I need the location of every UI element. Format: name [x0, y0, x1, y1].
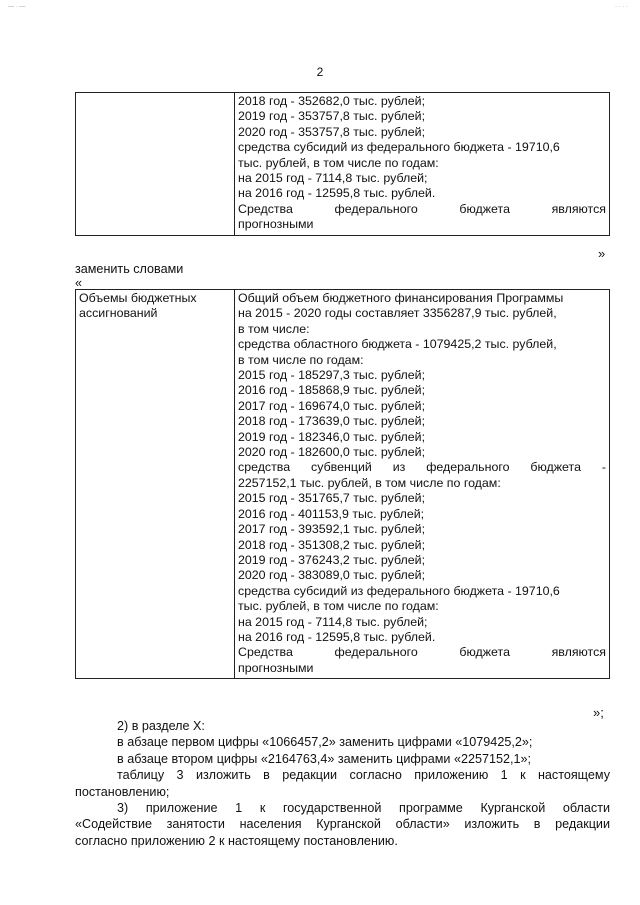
- budget-table-old: [75, 92, 610, 236]
- paragraph: «Содействие занятости населения Курганской области» изложить в редакции: [75, 817, 610, 832]
- table-line: 2018 год - 173639,0 тыс. рублей;: [238, 414, 426, 429]
- table-line: 2019 год - 182346,0 тыс. рублей;: [238, 429, 426, 444]
- paragraph: таблицу 3 изложить в редакции согласно приложению 1 к настоящему: [117, 768, 610, 783]
- table-line: на 2015 - 2020 годы составляет 3356287,9 тыс. рублей,: [238, 306, 557, 321]
- table-line: в том числе:: [238, 321, 310, 336]
- table-line: в том числе по годам:: [238, 352, 364, 367]
- closing-quote: »: [598, 246, 606, 261]
- table-line: 2020 год - 353757,8 тыс. рублей;: [238, 124, 426, 139]
- table-line: средства субсидий из федерального бюджета - 19710,6: [238, 140, 560, 155]
- table-line: 2257152,1 тыс. рублей, в том числе по годам:: [238, 475, 501, 490]
- table-line: 2016 год - 185868,9 тыс. рублей;: [238, 383, 426, 398]
- table-row: [76, 290, 610, 679]
- paragraph: 3) приложение 1 к государственной программе Курганской области: [117, 801, 610, 816]
- paragraph: 2) в разделе X:: [117, 719, 205, 733]
- table-line: на 2016 год - 12595,8 тыс. рублей.: [238, 186, 436, 201]
- paragraph: в абзаце первом цифры «1066457,2» заменить цифрами «1079425,2»;: [117, 735, 533, 750]
- table-line: на 2015 год - 7114,8 тыс. рублей;: [238, 614, 428, 629]
- paragraph: постановлению;: [75, 784, 170, 799]
- table-line: средства субсидий из федерального бюджета - 19710,6: [238, 583, 560, 598]
- paragraph: в абзаце втором цифры «2164763,4» заменить цифрами «2257152,1»;: [117, 751, 532, 766]
- table-line: 2017 год - 169674,0 тыс. рублей;: [238, 398, 426, 413]
- paragraph: согласно приложению 2 к настоящему постановлению.: [75, 833, 398, 848]
- label-line: Объемы бюджетных: [79, 291, 197, 305]
- table-line: 2015 год - 185297,3 тыс. рублей;: [238, 368, 426, 383]
- label-line: ассигнований: [79, 306, 158, 321]
- table-line: средства областного бюджета - 1079425,2 тыс. рублей,: [238, 337, 557, 352]
- table-line: 2017 год - 393592,1 тыс. рублей;: [238, 522, 426, 537]
- table-line: тыс. рублей, в том числе по годам:: [238, 599, 439, 614]
- table-cell-label: [76, 93, 235, 236]
- table-line: тыс. рублей, в том числе по годам:: [238, 155, 439, 170]
- table-line: 2015 год - 351765,7 тыс. рублей;: [238, 491, 426, 506]
- table-line: на 2016 год - 12595,8 тыс. рублей.: [238, 629, 436, 644]
- table-line: на 2015 год - 7114,8 тыс. рублей;: [238, 171, 428, 186]
- page-number: 2: [316, 65, 324, 79]
- table-line: 2019 год - 353757,8 тыс. рублей;: [238, 109, 426, 124]
- table-line: прогнозными: [238, 217, 314, 232]
- table-line: 2018 год - 351308,2 тыс. рублей;: [238, 537, 426, 552]
- budget-table-new: [75, 289, 610, 679]
- table-line: 2018 год - 352682,0 тыс. рублей;: [238, 94, 426, 108]
- table-cell-content: [235, 290, 610, 679]
- table-line: 2019 год - 376243,2 тыс. рублей;: [238, 552, 426, 567]
- opening-quote: «: [75, 276, 83, 290]
- table-line: Общий объем бюджетного финансирования Программы: [238, 291, 564, 305]
- table-line: Средства федерального бюджета являются: [238, 645, 606, 660]
- table-line: 2020 год - 383089,0 тыс. рублей;: [238, 568, 426, 583]
- table-line: прогнозными: [238, 660, 314, 675]
- scan-marks-right: · · · ·: [615, 4, 628, 10]
- table-cell-label: [76, 290, 235, 679]
- table-line: средства субвенций из федерального бюджета -: [238, 460, 606, 475]
- scan-marks-left: — · —: [8, 4, 26, 10]
- table-line: 2016 год - 401153,9 тыс. рублей;: [238, 506, 425, 521]
- table-line: Средства федерального бюджета являются: [238, 201, 606, 216]
- replace-words-text: заменить словами: [75, 262, 184, 276]
- table-line: 2020 год - 182600,0 тыс. рублей;: [238, 445, 426, 460]
- closing-quote-semicolon: »;: [593, 705, 604, 720]
- amendment-text: [75, 718, 610, 849]
- table-row: [76, 93, 610, 236]
- table-cell-content: [235, 93, 610, 236]
